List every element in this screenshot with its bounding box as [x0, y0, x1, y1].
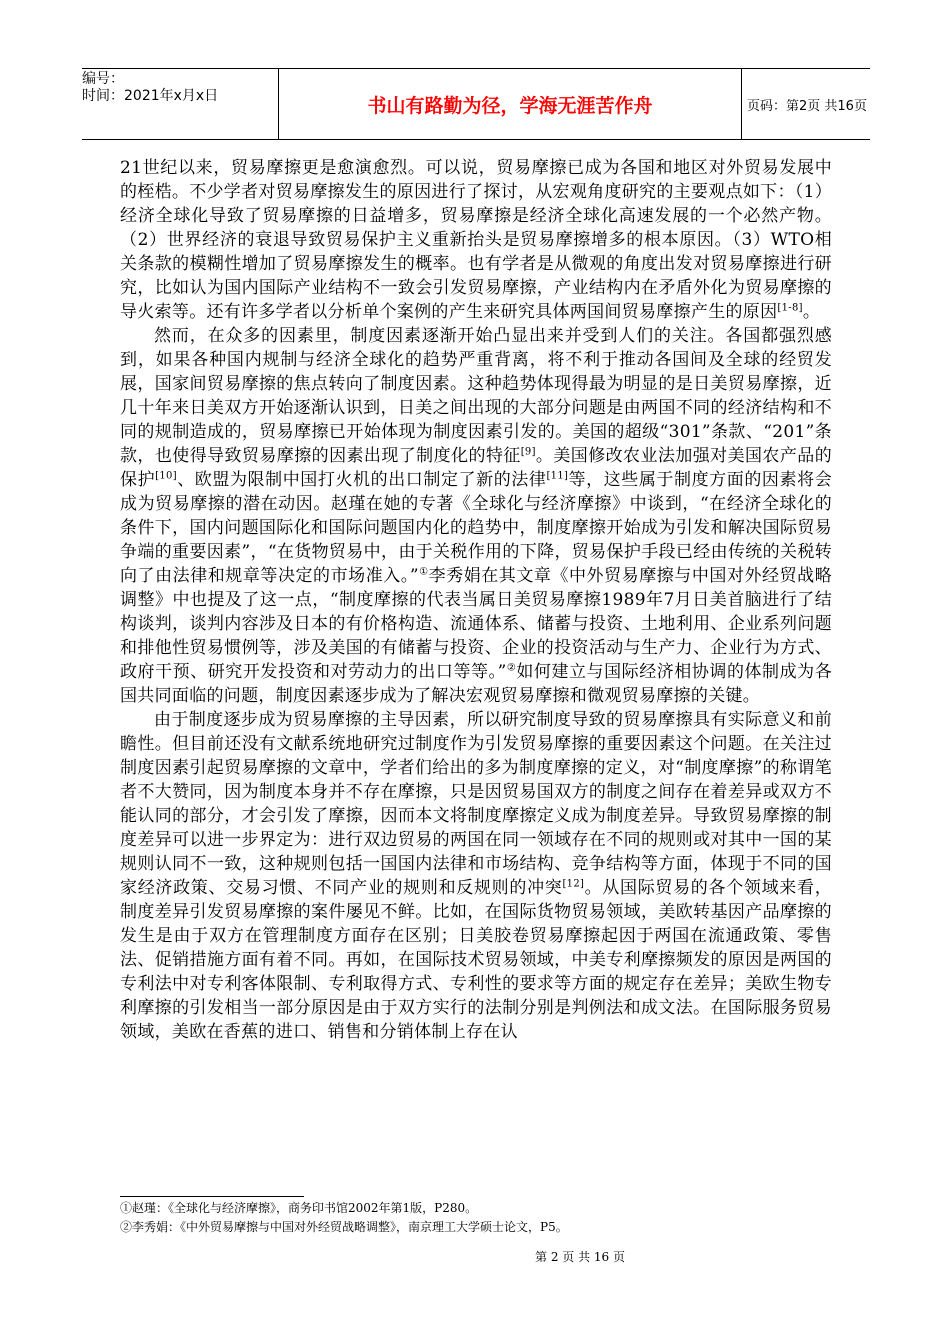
- page-header: [82, 68, 870, 140]
- footnote-marker: ①: [418, 566, 429, 578]
- citation: [9]: [520, 446, 536, 458]
- document-body: [120, 156, 832, 1044]
- paragraph-1: 21世纪以来，贸易摩擦更是愈演愈烈。可以说，贸易摩擦已成为各国和地区对外贸易发展中的桎梏。不少学者对贸易摩擦发生的原因进行了探讨，从宏观角度研究的主要观点如下：（1）经济全球化导致了贸易摩擦的日益增多，贸易摩擦是经济全球化高速发展的一个必然产物。（2）世界经济的衰退导致贸易保护主义重新抬头是贸易摩擦增多的根本原因。（3）WTO相关条款的模糊性增加了贸易摩擦发生的概率。也有学者是从微观的角度出发对贸易摩擦进行研究，比如认为国内国际产业结构不一致会引发贸易摩擦，产业结构内在矛盾外化为贸易摩擦的导火索等。还有许多学者以分析单个案例的产生来研究具体两国间贸易摩擦产生的原因[1-8]。: [120, 158, 832, 322]
- header-page-info: 页码：第2页 共16页: [747, 98, 867, 114]
- date-label: 时间：2021年x月x日: [82, 88, 219, 104]
- citation: [12]: [562, 878, 585, 890]
- paragraph-2: 然而，在众多的因素里，制度因素逐渐开始凸显出来并受到人们的关注。各国都强烈感到，如果各种国内规制与经济全球化的趋势严重背离，将不利于推动各国间及全球的经贸发展，国家间贸易摩擦的焦点转向了制度因素。这种趋势体现得最为明显的是日美贸易摩擦，近几十年来日美双方开始逐渐认识到，日美之间出现的大部分问题是由两国不同的经济结构和不同的规制造成的，贸易摩擦已开始体现为制度因素引发的。美国的超级“301”条款、“201”条款，也使得导致贸易摩擦的因素出现了制度化的特征[9]。美国修改农业法加强对美国农产品的保护[10]、欧盟为限制中国打火机的出口制定了新的法律[11]等，这些属于制度方面的因素将会成为贸易摩擦的潜在动因。赵瑾在她的专著《全球化与经济摩擦》中谈到，“在经济全球化的条件下，国内问题国际化和国际问题国内化的趋势中，制度摩擦开始成为引发和解决国际贸易争端的重要因素”，“在货物贸易中，由于关税作用的下降，贸易保护手段已经由传统的关税转向了由法律和规章等决定的市场准入。”①李秀娟在其文章《中外贸易摩擦与中国对外经贸战略调整》中也提及了这一点，“制度摩擦的代表当属日美贸易摩擦1989年7月日美首脑进行了结构谈判，谈判内容涉及日本的有价格构造、流通体系、储蓄与投资、土地利用、企业系列问题和排他性贸易惯例等，涉及美国的有储蓄与投资、企业的投资活动与生产力、企业行为方式、政府干预、研究开发投资和对劳动力的出口等等。”②如何建立与国际经济相协调的体制成为各国共同面临的问题，制度因素逐步成为了解决宏观贸易摩擦和微观贸易摩擦的关键。: [120, 326, 833, 706]
- footnote-marker: ②: [506, 662, 517, 674]
- header-meta: [82, 69, 278, 139]
- citation: [10]: [155, 470, 177, 482]
- paragraph-3: 由于制度逐步成为贸易摩擦的主导因素，所以研究制度导致的贸易摩擦具有实际意义和前瞻性。但目前还没有文献系统地研究过制度作为引发贸易摩擦的重要因素这个问题。在关注过制度因素引起贸易摩擦的文章中，学者们给出的多为制度摩擦的定义，对“制度摩擦”的称谓笔者不大赞同，因为制度本身并不存在摩擦，只是因贸易国双方的制度之间存在着差异或双方不能认同的部分，才会引发了摩擦，因而本文将制度摩擦定义成为制度差异。导致贸易摩擦的制度差异可以进一步界定为：进行双边贸易的两国在同一领域存在不同的规则或对其中一国的某规则认同不一致，这种规则包括一国国内法律和市场结构、竞争结构等方面，体现于不同的国家经济政策、交易习惯、不同产业的规则和反规则的冲突[12]。从国际贸易的各个领域来看，制度差异引发贸易摩擦的案件屡见不鲜。比如，在国际货物贸易领域，美欧转基因产品摩擦的发生是由于双方在管理制度方面存在区别；日美胶卷贸易摩擦起因于两国在流通政策、零售法、促销措施方面有着不同。再如，在国际技术贸易领域，中美专利摩擦频发的原因是两国的专利法中对专利客体限制、专利取得方式、专利性的要求等方面的规定存在差异；美欧生物专利摩擦的引发相当一部分原因是由于双方实行的法制分别是判例法和成文法。在国际服务贸易领域，美欧在香蕉的进口、销售和分销体制上存在认: [120, 710, 832, 1042]
- page-number: 第 2 页 共 16 页: [535, 1250, 625, 1264]
- footnote-divider: [120, 1196, 304, 1197]
- header-motto: 书山有路勤为径，学海无涯苦作舟: [367, 94, 653, 117]
- number-label: 编号：: [82, 71, 124, 87]
- citation: [11]: [546, 470, 569, 482]
- footnote-2: ②李秀娟：《中外贸易摩擦与中国对外经贸战略调整》，南京理工大学硕士论文，P5。: [120, 1220, 568, 1234]
- header-motto-cell: [278, 69, 742, 139]
- citation: [1-8]: [777, 302, 803, 314]
- footnote-1: ①赵瑾：《全球化与经济摩擦》，商务印书馆2002年第1版，P280。: [120, 1201, 478, 1215]
